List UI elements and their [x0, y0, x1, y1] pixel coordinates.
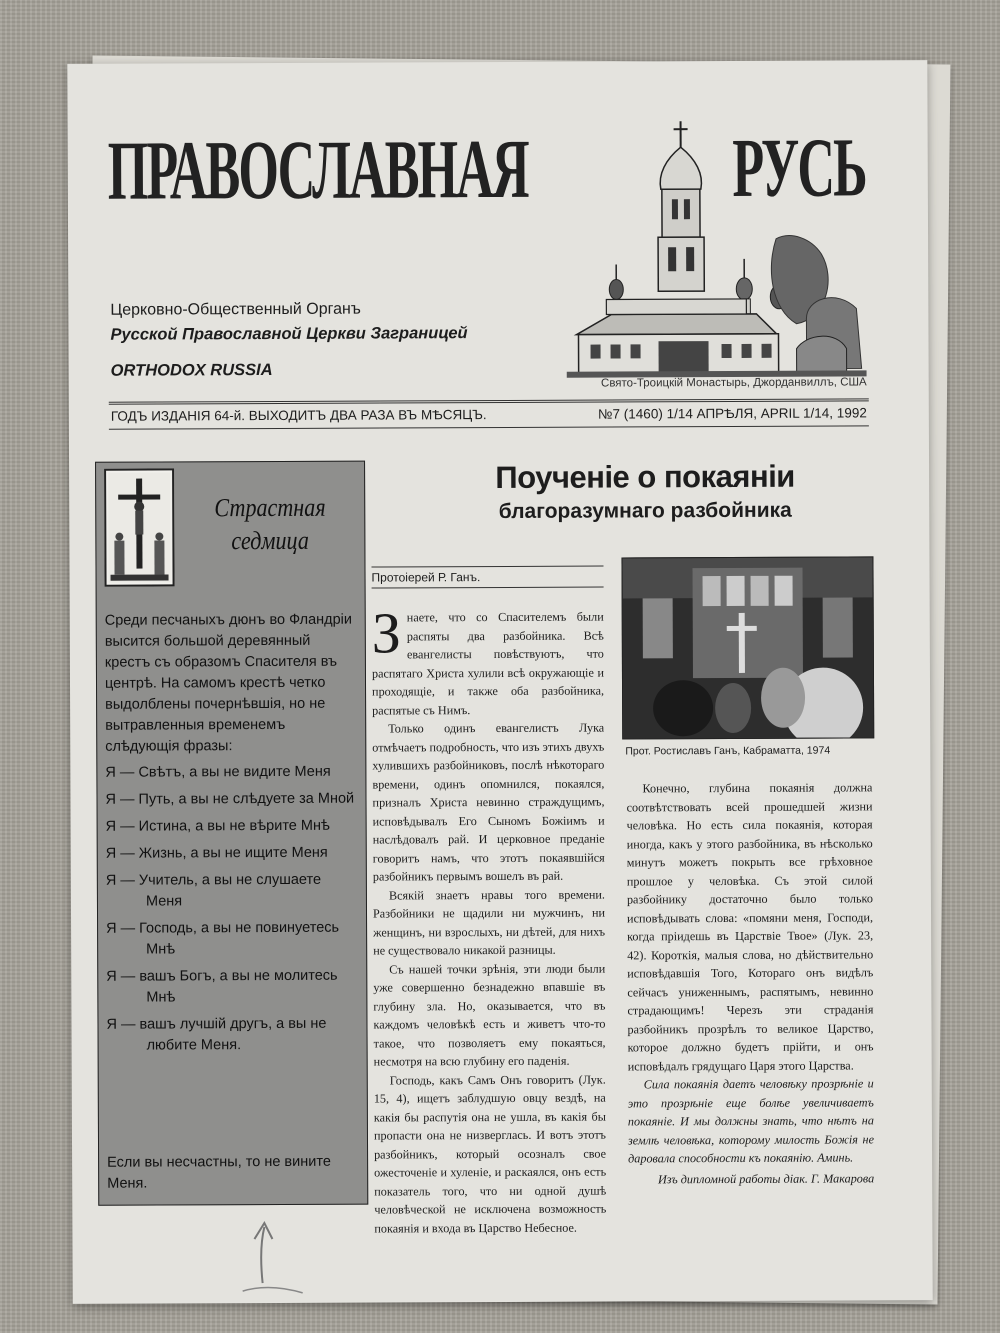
article-paragraph: Конечно, глубина покаянія должна соотвѣтствовать всей прошедшей жизни человѣка. Но есть сила покаянія, которая иногда, какъ у этого разбойника, въ нѣсколько минутъ можетъ покрыть все грѣховное прошлое у человѣка. Съ этой силой разбойнику достаточно было только исповѣдывать слова: «помяни меня, Господи, когда пріидешь въ Царствіе Твое» (Лук. 23, 42). Короткія, малыя слова, но дѣйствительно исповѣдавшія Того, Котораго онъ видѣлъ сейчасъ униженнымъ, распятымъ, невинно страдающимъ! Черезъ эти страданія разбойникъ прозрѣлъ то великое Царство, которое должно будетъ прійти, и онъ исповѣдалъ грядущаго Царя этого Царства. — [626, 780, 874, 1073]
article-headline: Поученіе о покаяніи — [495, 458, 795, 496]
article-source-note: Изъ дипломной работы діак. Г. Макарова — [657, 1170, 875, 1186]
church-interior-photo — [621, 556, 874, 739]
inscription-line: Я — Свѣтъ, а вы не видите Меня — [105, 763, 331, 781]
inscription-line: Я — вашъ лучшій другъ, а вы не любите Меня. — [106, 1015, 327, 1054]
passion-week-sidebar — [95, 461, 368, 1206]
issue-dateline — [109, 398, 869, 429]
masthead-title — [107, 121, 866, 218]
monastery-caption: Свято-Троицкій Монастырь, Джорданвиллъ, США — [600, 376, 867, 390]
inscription-line: Я — Господь, а вы не повинуетесь Мнѣ — [106, 919, 340, 958]
inscription-line: Я — Путь, а вы не слѣдуете за Мной — [105, 790, 355, 808]
article-byline: Протоіерей Р. Ганъ. — [371, 566, 603, 589]
article-paragraph: Сила покаянія даетъ человѣку прозрѣніе и это прозрѣніе еще болѣе увеличиваетъ покаяніе. И мы должны знать, что нѣтъ на землѣ человѣка, которому милость Божія не даровала способности къ покаянію. Аминь. — [627, 1076, 875, 1166]
article-column-1 — [371, 600, 607, 1238]
masthead-subtitle-1: Церковно-Общественный Органъ — [110, 300, 361, 319]
newspaper-page — [67, 60, 932, 1304]
crucifixion-icon — [104, 468, 175, 586]
article-paragraph: Только одинъ евангелистъ Лука отмѣчаетъ подробность, что изъ этихъ двухъ хулившихъ разбойниковъ, послѣ нѣкотораго времени, одинъ опомнился, покаялся, призналъ Христа невинно страждущимъ, исповѣдывалъ Его Сыномъ Божіимъ и наслѣдовалъ рай. И церковное преданіе говоритъ намъ, что этотъ покаявшійся разбойникъ первымъ вошелъ въ рай. — [372, 720, 605, 884]
paragraph-text: наете, что со Спасителемъ были распяты два разбойника. Всѣ евангелисты повѣствуютъ, что распятаго Христа хулили всѣ окружающіе и проходящіе, и также оба разбойника, распятые съ Нимъ. — [371, 609, 605, 718]
masthead-title-word2: РУСЬ — [732, 121, 866, 215]
english-title: ORTHODOX RUSSIA — [110, 360, 273, 380]
inscription-line: Я — вашъ Богъ, а вы не молитесь Мнѣ — [106, 967, 338, 1006]
sidebar-cross-inscriptions — [105, 762, 358, 1063]
masthead-subtitle-2: Русской Православной Церкви Заграницей — [110, 324, 468, 344]
sidebar-heading: Страстная седмица — [214, 492, 326, 555]
inscription-line: Я — Учитель, а вы не слушаете Меня — [105, 871, 322, 910]
monastery-illustration — [566, 118, 867, 379]
article-column-2 — [626, 778, 874, 1188]
article-subheadline: благоразумнаго разбойника — [498, 498, 792, 524]
drop-cap: З — [371, 600, 401, 666]
inscription-line: Я — Жизнь, а вы не ищите Меня — [105, 844, 328, 862]
photo-caption: Прот. Ростиславъ Ганъ, Кабраматта, 1974 — [625, 744, 831, 758]
sidebar-intro: Среди песчаныхъ дюнъ во Фландріи высится большой деревянный крестъ съ образомъ Спасителя въ центрѣ. На самомъ крестѣ четко выдолблены почернѣвшія, но не вытравленныя временемъ слѣдующія фразы: — [104, 611, 353, 755]
article-paragraph — [371, 600, 605, 720]
dateline-publication-info: ГОДЪ ИЗДАНІЯ 64-й. ВЫХОДИТЪ ДВА РАЗА ВЪ МѢСЯЦЪ. — [110, 407, 487, 424]
article-paragraph: Съ нашей точки зрѣнія, эти люди были уже совершенно безнадежно впавшіе въ глубину зла. Но, оказывается, что въ каждомъ человѣкѣ есть и живетъ что-то такое, что позволяетъ ему покаяться, несмотря на всю глубину его паденія. — [373, 961, 606, 1069]
sidebar-closing: Если вы несчастны, то не вините Меня. — [107, 1153, 331, 1192]
article-paragraph: Господь, какъ Самъ Онъ говоритъ (Лук. 15, 4), ищетъ заблудшую овцу вездѣ, на какія бы распутія она не ушла, въ какія бы пропасти она не низверглась. И вотъ этотъ разбойникъ, который осозналъ свое ожесточеніе и хуленіе, и раскаялся, онъ есть показатель того, что ни одной душѣ человѣческой не исключена возможность покаянія и входа въ Царство Небесное. — [373, 1072, 607, 1236]
dateline-issue-date: №7 (1460) 1/14 АПРѢЛЯ, APRIL 1/14, 1992 — [598, 405, 867, 422]
masthead-title-word1: ПРАВОСЛАВНАЯ — [107, 122, 528, 218]
pencil-mark — [232, 1213, 312, 1303]
article-paragraph: Всякій знаетъ нравы того времени. Разбойники не щадили ни мужчинъ, ни женщинъ, ни взрослыхъ, ни дѣтей, для нихъ не существовало никакой разницы. — [372, 887, 606, 958]
inscription-line: Я — Истина, а вы не вѣрите Мнѣ — [105, 817, 330, 835]
